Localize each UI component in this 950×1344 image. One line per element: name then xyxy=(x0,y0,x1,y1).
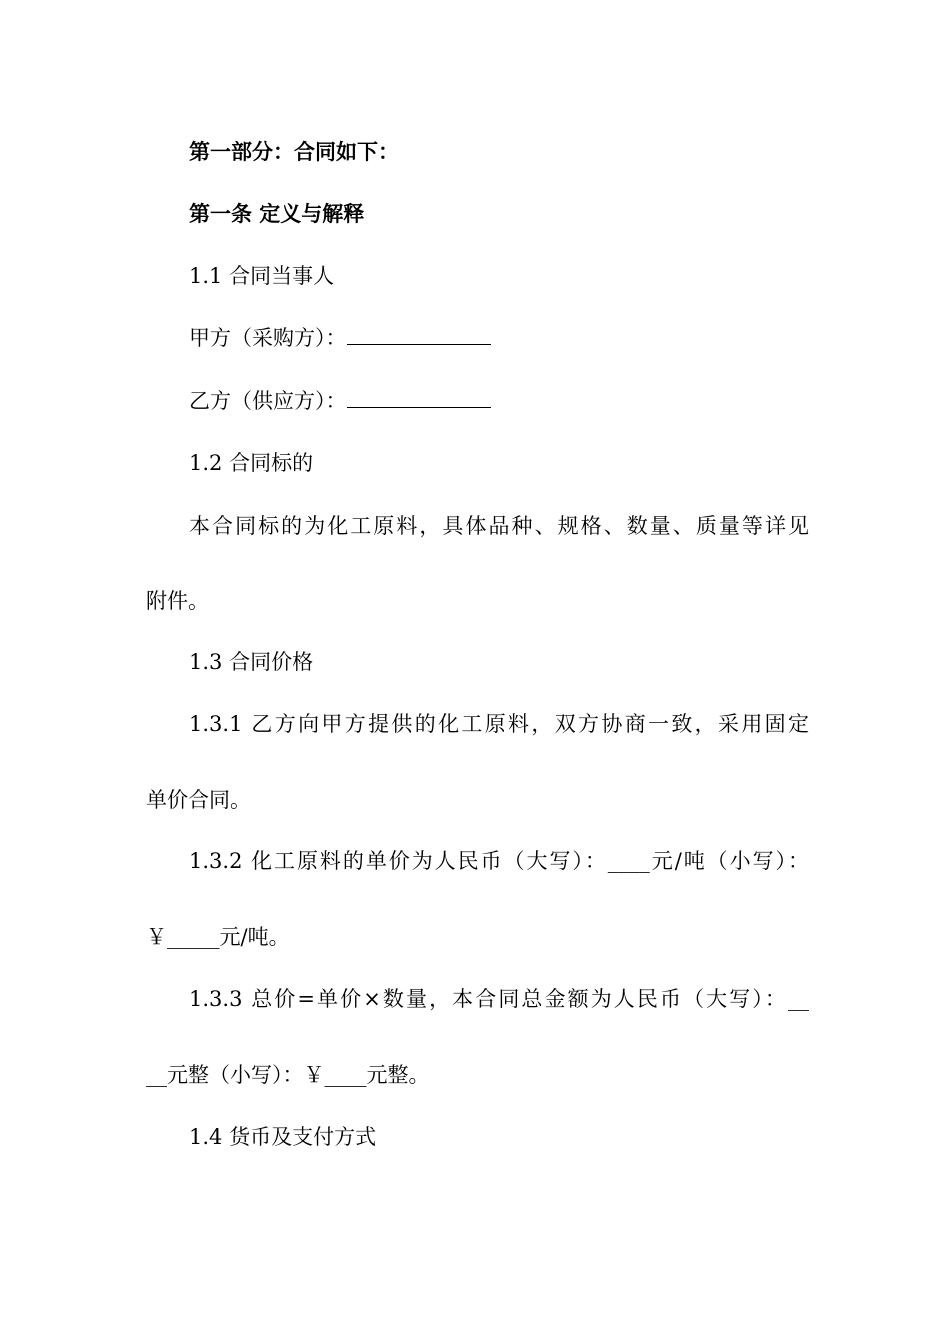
section-1-3-2-line2: ￥_____元/吨。 xyxy=(146,925,290,949)
section-1-2-title: 1.2 合同标的 xyxy=(189,451,314,475)
section-1-3-1-line2: 单价合同。 xyxy=(146,788,251,812)
section-1-3-title: 1.3 合同价格 xyxy=(189,650,314,674)
party-b-line xyxy=(189,386,853,416)
party-a-label: 甲方（采购方）： xyxy=(189,326,347,350)
section-1-2-text-line2: 附件。 xyxy=(146,589,209,613)
section-1-4-title: 1.4 货币及支付方式 xyxy=(189,1125,377,1149)
party-a-line xyxy=(189,323,853,353)
section-1-1-title: 1.1 合同当事人 xyxy=(189,264,335,288)
article-heading: 第一条 定义与解释 xyxy=(189,202,365,226)
party-b-blank xyxy=(347,387,491,408)
part-heading: 第一部分：合同如下： xyxy=(189,140,399,164)
section-1-2-text-line1: 本合同标的为化工原料，具体品种、规格、数量、质量等详见 xyxy=(189,514,809,538)
section-1-3-3-line2: __元整（小写）：￥____元整。 xyxy=(146,1063,430,1087)
section-1-3-2-line1: 1.3.2 化工原料的单价为人民币（大写）：____元/吨（小写）： xyxy=(189,849,809,873)
party-a-blank xyxy=(347,324,491,345)
section-1-3-3-line1: 1.3.3 总价=单价×数量，本合同总金额为人民币（大写）：__ xyxy=(189,987,809,1011)
party-b-label: 乙方（供应方）： xyxy=(189,389,347,413)
section-1-3-1-line1: 1.3.1 乙方向甲方提供的化工原料，双方协商一致，采用固定 xyxy=(189,712,809,736)
